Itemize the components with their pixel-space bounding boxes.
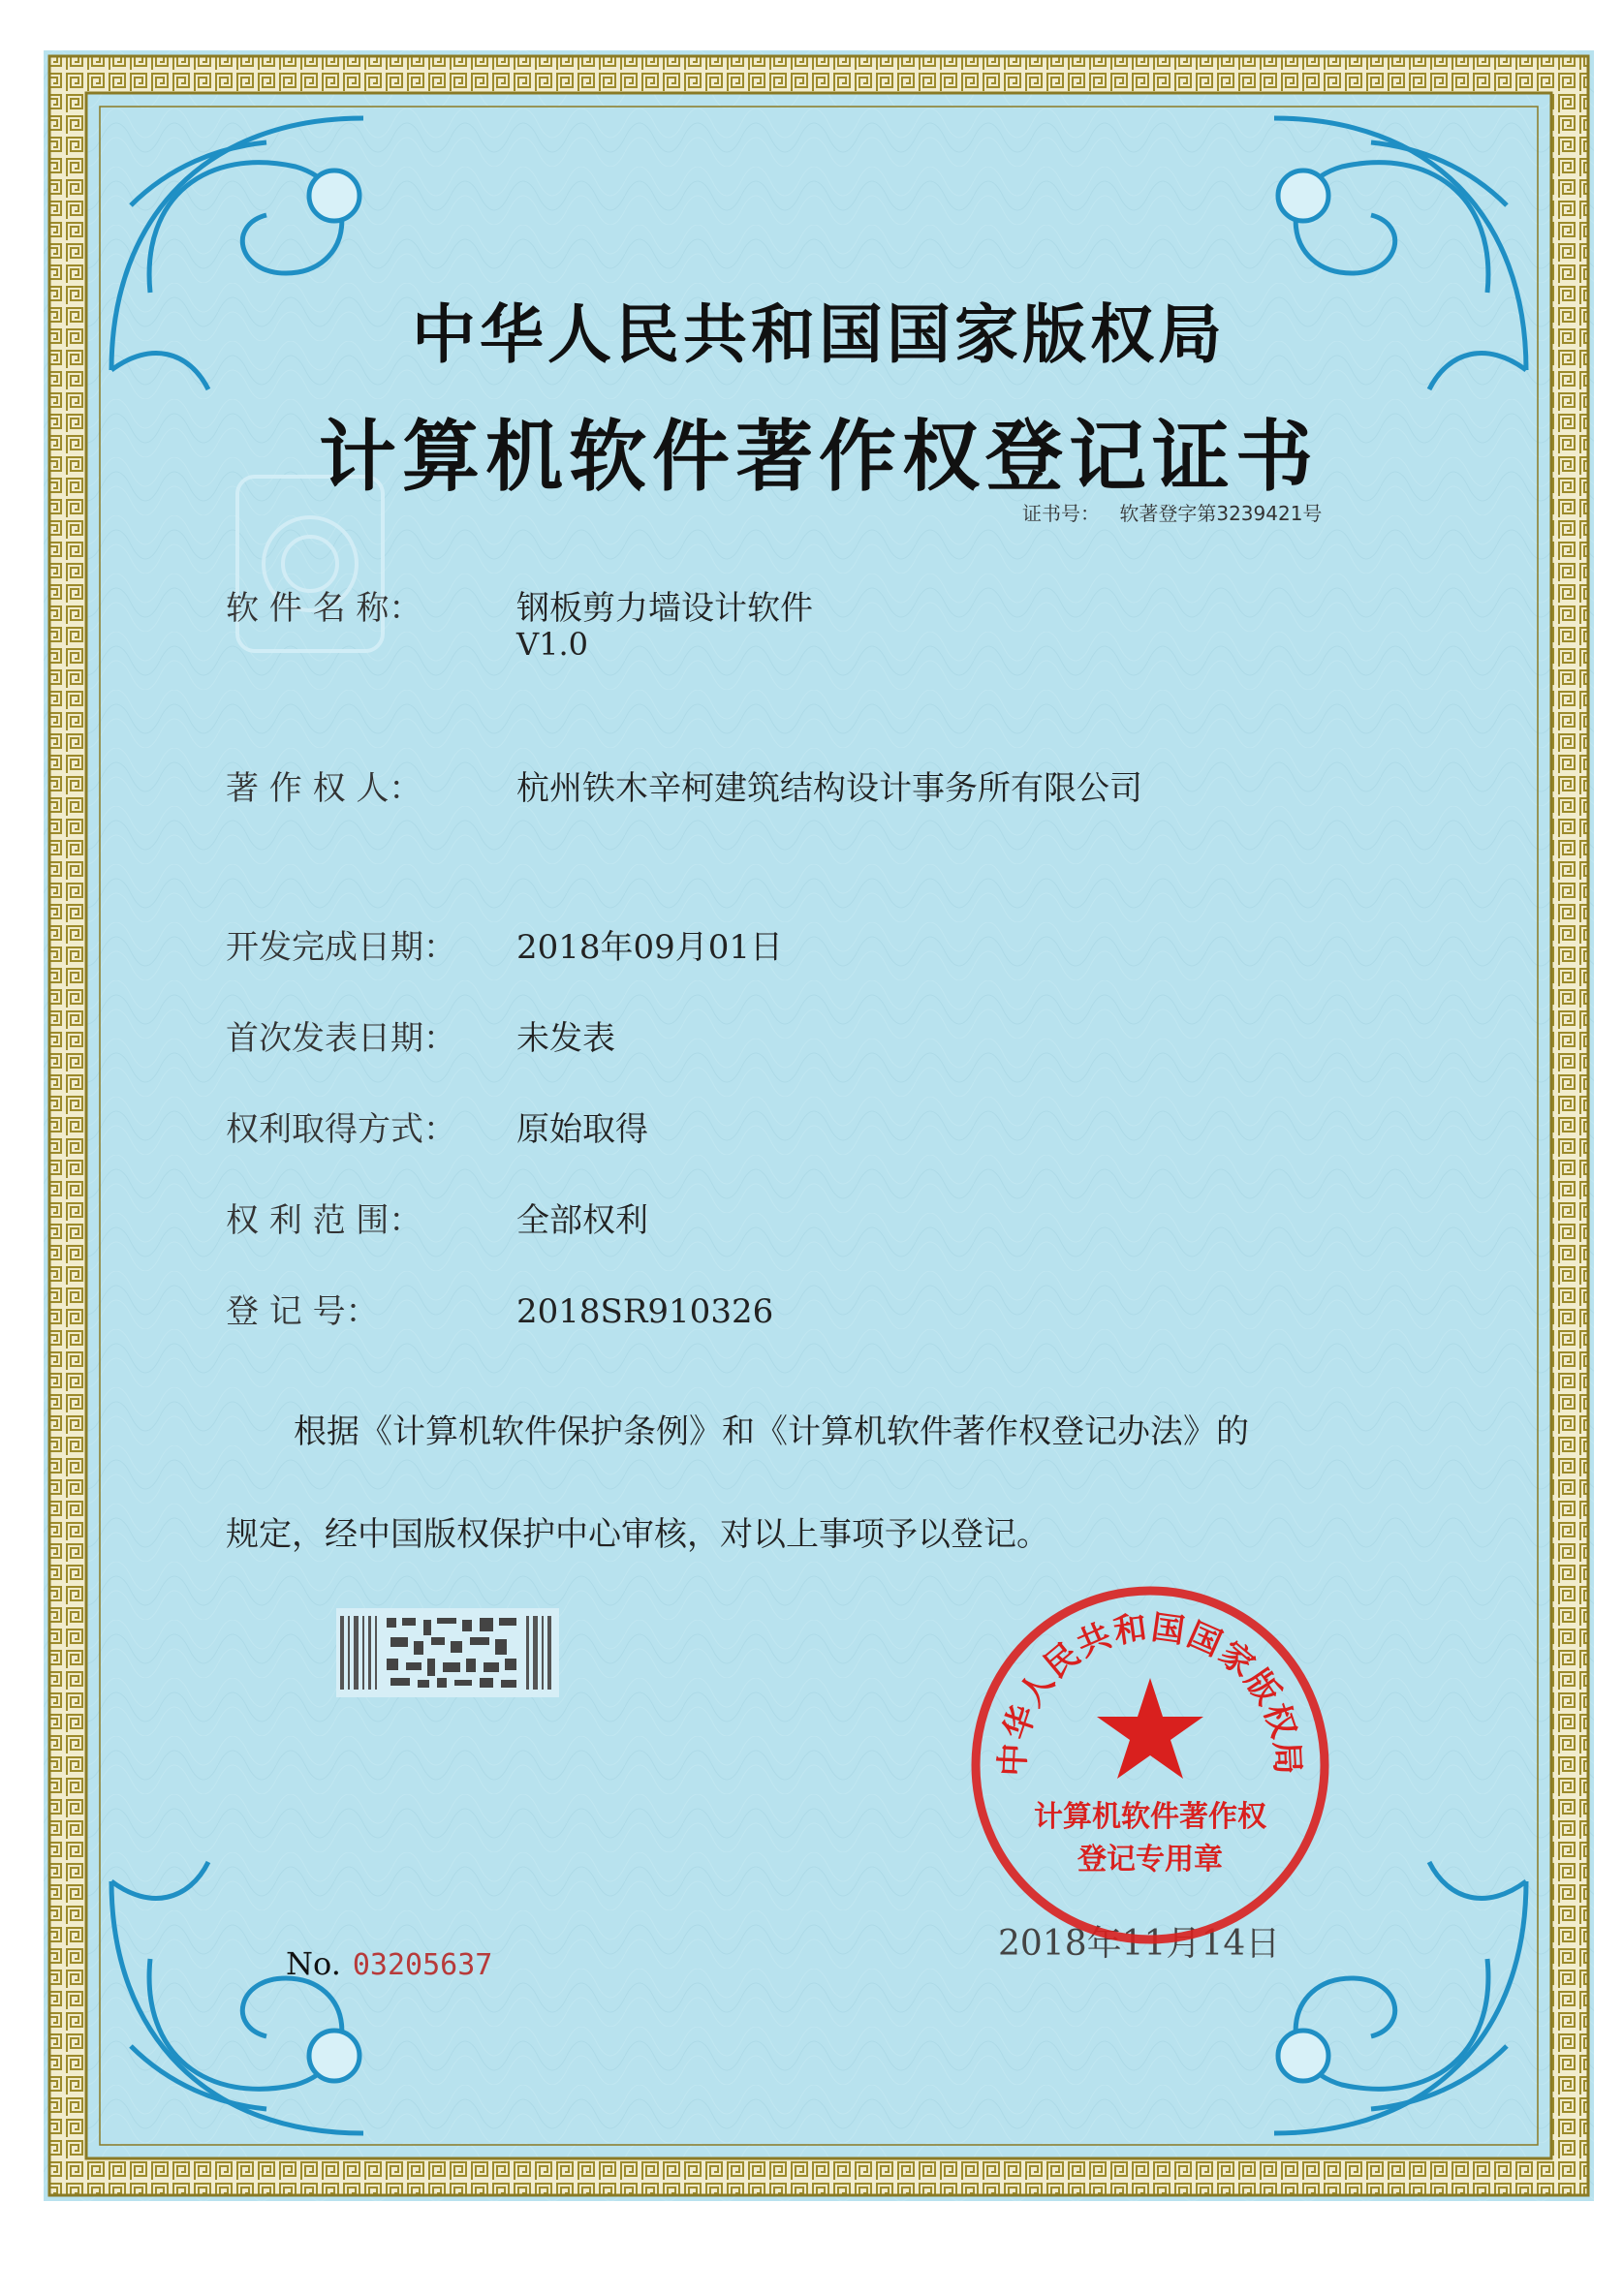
seal-arc-text: 中华人民共和国国家版权局 <box>993 1608 1307 1778</box>
certificate-title: 计算机软件著作权登记证书 <box>319 411 1319 502</box>
field-label: 软 件 名 称： <box>226 589 422 628</box>
field-value: 杭州铁木辛柯建筑结构设计事务所有限公司 <box>516 769 1142 808</box>
field-value: 全部权利 <box>516 1201 648 1240</box>
field-label: 登 记 号： <box>226 1292 379 1331</box>
seal-line-1: 计算机软件著作权 <box>1034 1800 1266 1834</box>
field-first-publication <box>226 1011 615 1059</box>
field-value: 2018SR910326 <box>516 1292 774 1331</box>
field-label: 权 利 范 围： <box>226 1201 422 1240</box>
field-acquisition-method <box>226 1102 648 1150</box>
certificate-number <box>1022 498 1335 526</box>
seal-graphic <box>966 1581 1334 1949</box>
field-copyright-holder <box>226 761 1142 809</box>
statement-line-1: 根据《计算机软件保护条例》和《计算机软件著作权登记办法》的 <box>294 1412 1249 1451</box>
issue-date: 2018年11月14日 <box>998 1924 1281 1964</box>
field-completion-date <box>226 920 783 968</box>
field-value: 钢板剪力墙设计软件 <box>516 589 813 628</box>
certificate-serial <box>286 1945 492 1982</box>
statement-line-2: 规定，经中国版权保护中心审核，对以上事项予以登记。 <box>226 1515 1049 1554</box>
field-value: 未发表 <box>516 1019 615 1058</box>
field-registration-number <box>226 1285 773 1332</box>
field-label: 开发完成日期： <box>226 928 456 967</box>
serial-number: 03205637 <box>352 1948 493 1982</box>
certificate-content <box>44 50 1594 2201</box>
field-label: 著 作 权 人： <box>226 769 422 808</box>
field-label: 首次发表日期： <box>226 1019 456 1058</box>
certificate-sheet <box>44 50 1594 2201</box>
field-label: 权利取得方式： <box>226 1110 456 1149</box>
seal-star-icon <box>1097 1678 1203 1779</box>
seal-line-2: 登记专用章 <box>1077 1843 1223 1877</box>
official-seal <box>966 1581 1334 1949</box>
barcode-graphic <box>336 1608 559 1697</box>
field-value: 2018年09月01日 <box>516 928 784 967</box>
serial-prefix: No. <box>286 1945 341 1982</box>
software-version: V1.0 <box>516 626 588 663</box>
issuing-authority: 中华人民共和国国家版权局 <box>412 296 1226 372</box>
field-value: 原始取得 <box>516 1110 648 1149</box>
certificate-number-label: 证书号： <box>1022 502 1100 525</box>
field-software-name <box>226 581 813 663</box>
certificate-number-value: 软著登字第3239421号 <box>1119 502 1323 525</box>
field-rights-scope <box>226 1194 648 1241</box>
